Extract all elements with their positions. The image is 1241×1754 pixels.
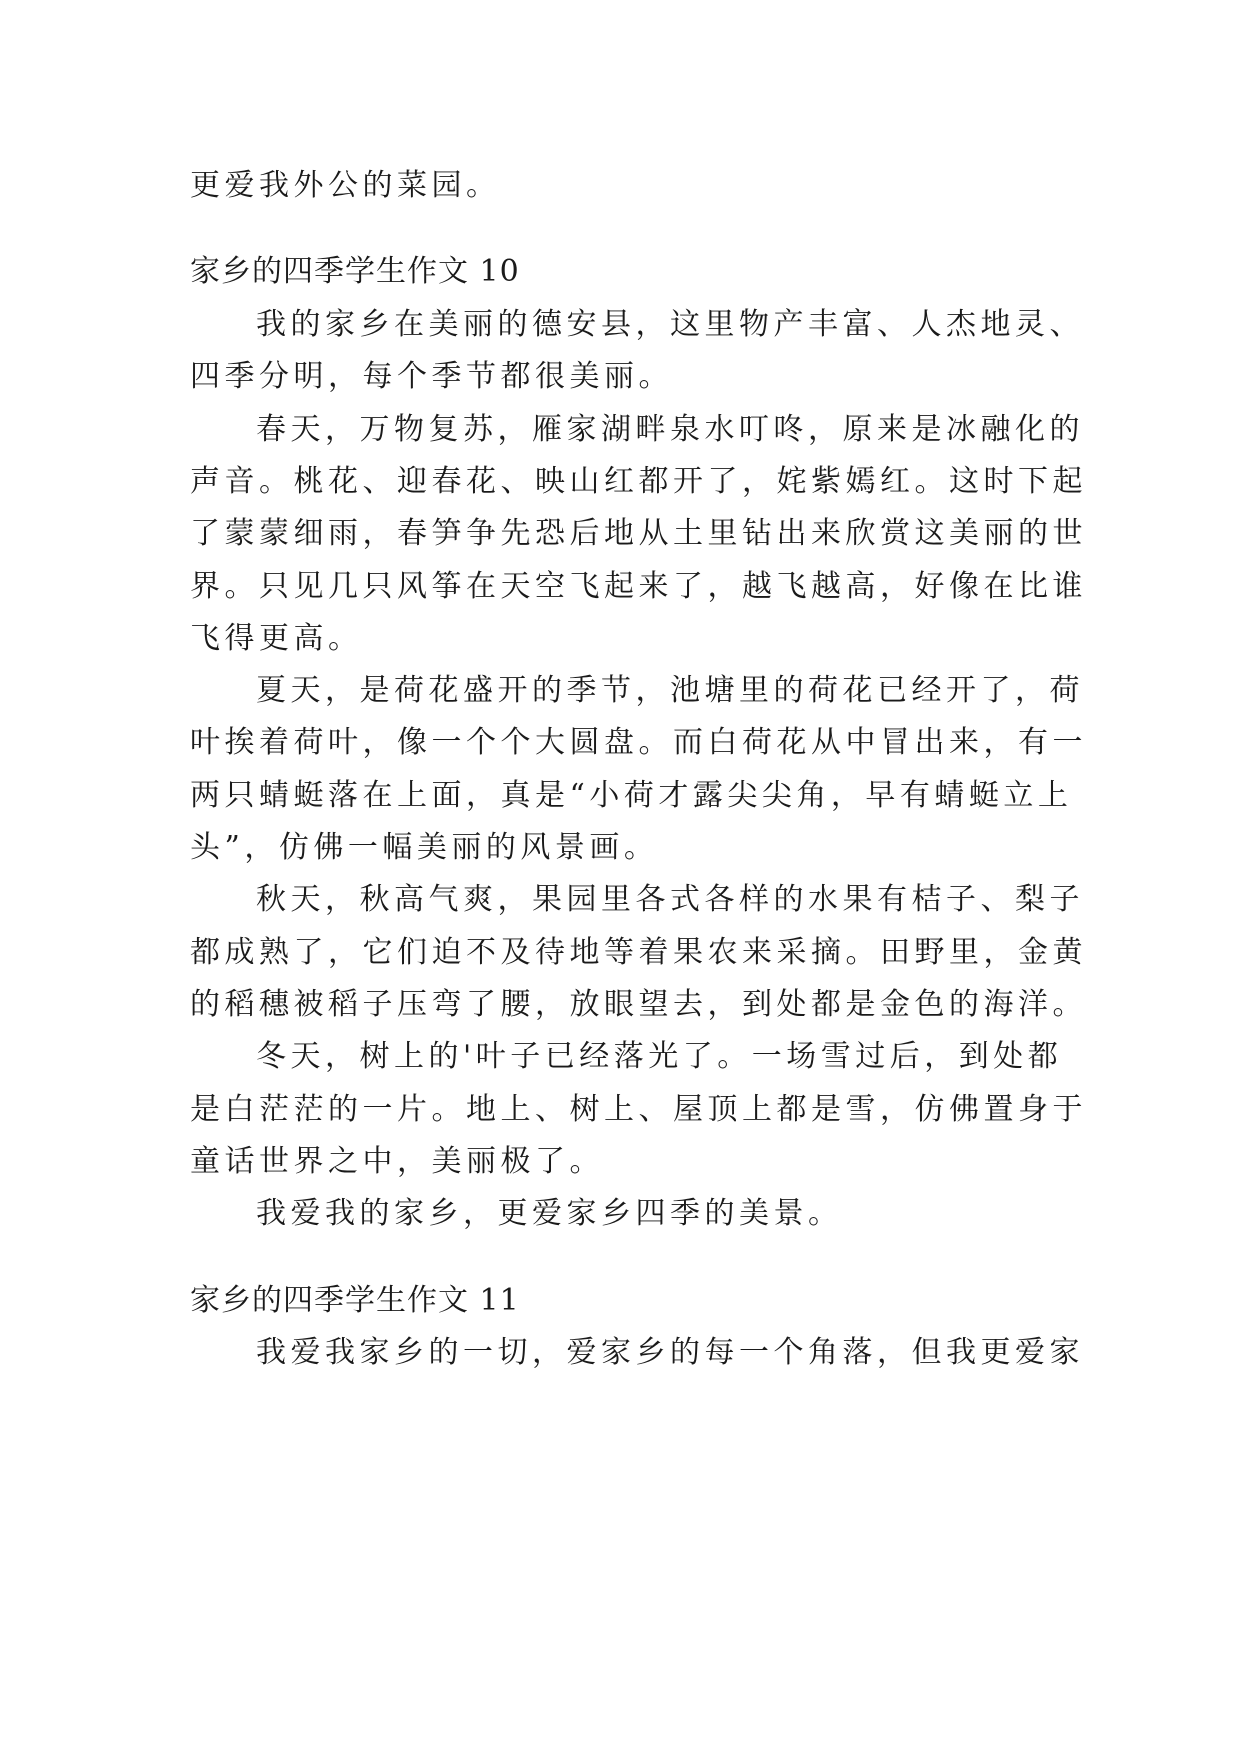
paragraph-line: 四季分明，每个季节都很美丽。 bbox=[190, 359, 673, 394]
paragraph-line: 冬天，树上的'叶子已经落光了。一场雪过后，到处都 bbox=[256, 1039, 1063, 1074]
paragraph-line: 我爱我的家乡，更爱家乡四季的美景。 bbox=[256, 1196, 843, 1231]
paragraph-line: 春天，万物复苏，雁家湖畔泉水叮咚，原来是冰融化的 bbox=[256, 412, 1084, 447]
paragraph-line: 秋天，秋高气爽，果园里各式各样的水果有桔子、梨子 bbox=[256, 882, 1084, 917]
paragraph-line: 了蒙蒙细雨，春笋争先恐后地从土里钻出来欣赏这美丽的世 bbox=[190, 516, 1087, 551]
section-10-title: 家乡的四季学生作文 10 bbox=[190, 254, 520, 289]
paragraph-line: 童话世界之中，美丽极了。 bbox=[190, 1144, 604, 1179]
paragraph-line: 的稻穗被稻子压弯了腰，放眼望去，到处都是金色的海洋。 bbox=[190, 987, 1087, 1022]
paragraph-line: 界。只见几只风筝在天空飞起来了，越飞越高，好像在比谁 bbox=[190, 569, 1087, 604]
paragraph-line: 头”，仿佛一幅美丽的风景画。 bbox=[190, 830, 659, 865]
paragraph-line: 飞得更高。 bbox=[190, 621, 363, 656]
paragraph-line: 声音。桃花、迎春花、映山红都开了，姹紫嫣红。这时下起 bbox=[190, 464, 1087, 499]
paragraph-line: 都成熟了，它们迫不及待地等着果农来采摘。田野里，金黄 bbox=[190, 935, 1087, 970]
paragraph-line: 叶挨着荷叶，像一个个大圆盘。而白荷花从中冒出来，有一 bbox=[190, 725, 1087, 760]
section-11-title: 家乡的四季学生作文 11 bbox=[190, 1283, 520, 1318]
intro-line: 更爱我外公的菜园。 bbox=[190, 168, 501, 203]
paragraph-line: 两只蜻蜓落在上面，真是“小荷才露尖尖角，早有蜻蜓立上 bbox=[190, 778, 1073, 813]
paragraph-line: 我爱我家乡的一切，爱家乡的每一个角落，但我更爱家 bbox=[256, 1335, 1084, 1370]
paragraph-line: 是白茫茫的一片。地上、树上、屋顶上都是雪，仿佛置身于 bbox=[190, 1092, 1087, 1127]
paragraph-line: 我的家乡在美丽的德安县，这里物产丰富、人杰地灵、 bbox=[256, 307, 1084, 342]
paragraph-line: 夏天，是荷花盛开的季节，池塘里的荷花已经开了，荷 bbox=[256, 673, 1084, 708]
